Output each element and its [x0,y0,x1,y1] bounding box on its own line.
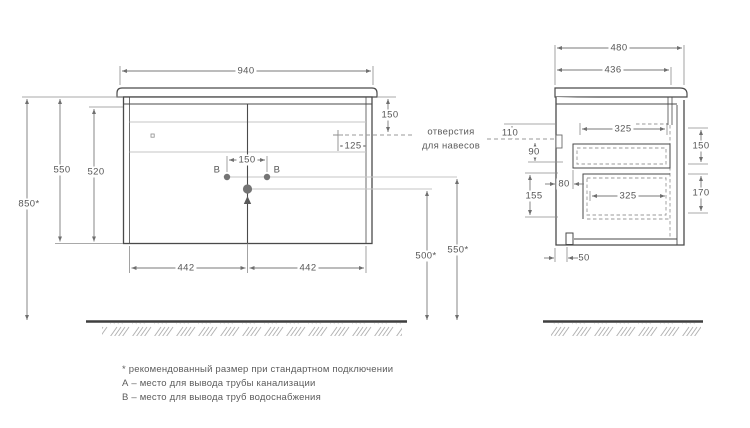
dim-drawer-top-height: 150 [692,140,710,152]
label-b-left: B [213,164,221,176]
holes-note-line1: отверстия [427,126,475,138]
dim-top-to-holes: 150 [381,109,399,121]
holes-note-line2: для навесов [421,140,481,151]
footnote-a: А – место для вывода трубы канализации [122,377,316,389]
dim-height-cabinet: 550 [53,164,71,176]
side-view [555,88,687,245]
floor-hatch-left [102,324,402,337]
dim-holes-to-drawer: 90 [528,146,540,158]
dim-door-left: 442 [177,262,195,274]
dim-holes-top-offset: 110 [501,127,519,139]
dim-floor-to-b: 550* [447,244,469,256]
holes-note [422,126,480,153]
front-countertop [117,88,377,97]
bottom-bracket [566,233,573,245]
dim-holes-inset: 125 [344,140,362,152]
dim-depth-body: 436 [604,64,622,76]
dim-door-right: 442 [299,262,317,274]
footnotes [122,363,393,404]
floor-hatch-right [551,324,701,337]
b-hole-right [264,174,270,180]
dim-height-floor: 850* [18,198,40,210]
dim-bottom-bracket-offset: 50 [578,252,590,264]
dim-floor-to-a: 500* [415,250,437,262]
b-hole-left [224,174,230,180]
dim-depth-total: 480 [610,42,628,54]
footnote-asterisk: * рекомендованный размер при стандартном подключении [122,364,394,375]
dim-b-spacing: 150 [238,154,256,166]
dim-drawer-bottom-height: 170 [692,187,710,199]
front-view [117,88,457,273]
footnote-b: В – место для вывода труб водоснабжения [122,391,321,403]
dim-drawer-bottom-width: 325 [619,190,637,202]
dim-drawer-bottom-offset: 155 [525,190,543,202]
dim-front-width: 940 [237,65,255,77]
side-body-outline [556,97,684,245]
hanger-bracket [556,135,562,148]
floor [86,322,703,337]
side-countertop [555,88,687,97]
dim-drawer-top-width: 325 [614,123,632,135]
a-hole [243,184,252,193]
dim-height-doors: 520 [87,166,105,178]
dim-drawer-gap: 80 [558,178,570,190]
label-b-right: B [273,164,281,176]
